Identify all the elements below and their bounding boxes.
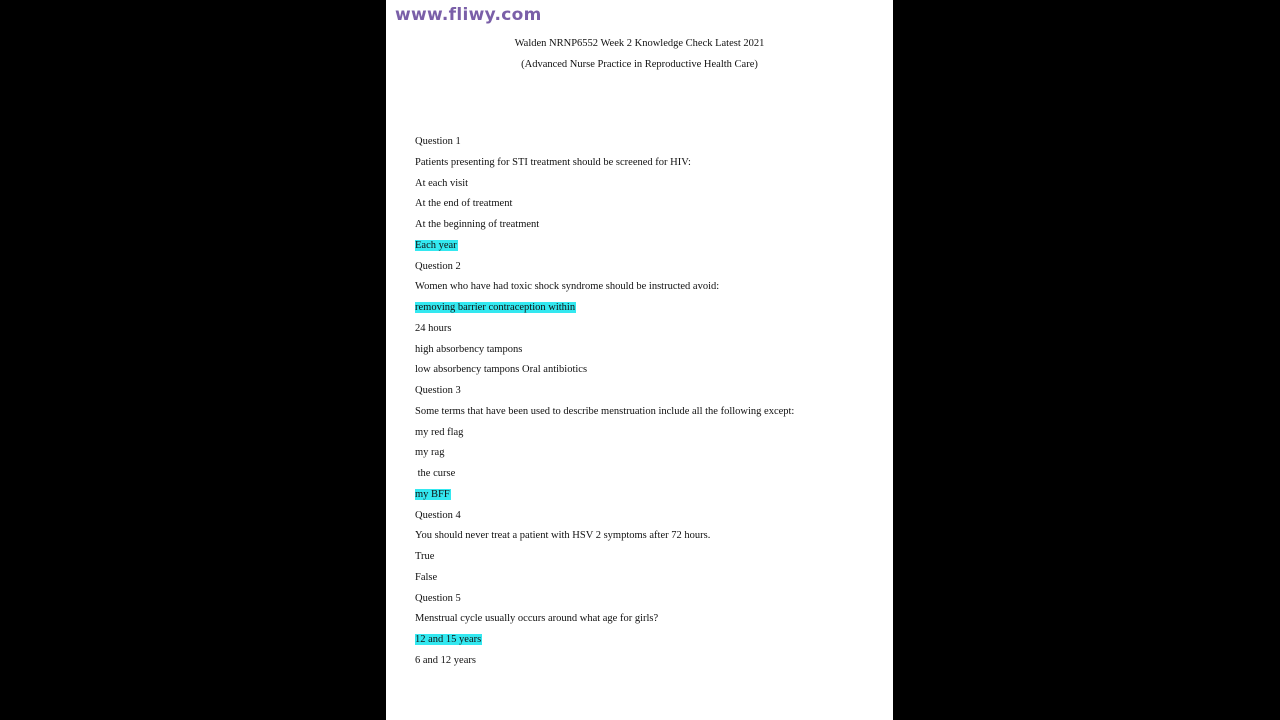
question-heading (415, 384, 875, 405)
text-line (415, 177, 875, 198)
line-text: At the beginning of treatment (415, 219, 540, 230)
text-line (415, 405, 875, 426)
question-heading (415, 592, 875, 613)
line-text: True (415, 551, 435, 562)
line-text: At each visit (415, 177, 469, 189)
line-text: You should never treat a patient with HSV 2 symptoms after 72 hours. (415, 530, 711, 542)
line-text: Some terms that have been used to describe menstruation include all the following except: (415, 405, 795, 417)
document-title: Walden NRNP6552 Week 2 Knowledge Check Latest 2021 (514, 38, 765, 49)
line-text: Question 2 (415, 260, 461, 272)
text-line (415, 550, 875, 571)
text-line (415, 322, 875, 343)
document-subtitle: (Advanced Nurse Practice in Reproductive Health Care) (521, 59, 758, 70)
text-line (415, 343, 875, 364)
line-text: my rag (415, 447, 445, 459)
text-line (415, 529, 875, 550)
line-text: 24 hours (415, 322, 452, 334)
text-line (415, 426, 875, 447)
line-text: Women who have had toxic shock syndrome should be instructed avoid: (415, 281, 720, 293)
answer-highlight: removing barrier contraception within (415, 302, 576, 313)
text-line (415, 218, 875, 239)
line-text: Menstrual cycle usually occurs around what age for girls? (415, 613, 659, 625)
question-heading (415, 135, 875, 156)
line-text: False (415, 571, 438, 583)
answer-highlight: 12 and 15 years (415, 634, 482, 645)
line-text: At the end of treatment (415, 198, 513, 210)
highlighted-answer (415, 488, 875, 509)
question-heading (415, 260, 875, 281)
question-heading (415, 509, 875, 530)
text-line (415, 612, 875, 633)
line-text: Question 4 (415, 509, 461, 521)
line-text: Question 1 (415, 136, 461, 147)
line-text: the curse (415, 468, 456, 479)
text-line (415, 467, 875, 488)
line-text: Question 5 (415, 592, 461, 604)
answer-highlight: my BFF (415, 488, 450, 500)
document-page (386, 0, 893, 720)
watermark-logo: www.fliwy.com (395, 5, 542, 25)
text-line (415, 363, 875, 384)
line-text: low absorbency tampons Oral antibiotics (415, 364, 588, 376)
answer-highlight: Each year (415, 239, 457, 251)
highlighted-answer (415, 633, 875, 654)
text-line (415, 446, 875, 467)
highlighted-answer (415, 301, 875, 322)
text-line (415, 654, 875, 675)
line-text: 6 and 12 years (415, 654, 476, 666)
highlighted-answer (415, 239, 875, 260)
question-list (415, 135, 875, 675)
line-text: Patients presenting for STI treatment should be screened for HIV: (415, 156, 691, 168)
line-text: Question 3 (415, 385, 461, 396)
line-text: my red flag (415, 426, 464, 438)
text-line (415, 571, 875, 592)
text-line (415, 280, 875, 301)
line-text: high absorbency tampons (415, 343, 523, 355)
text-line (415, 156, 875, 177)
text-line (415, 197, 875, 218)
